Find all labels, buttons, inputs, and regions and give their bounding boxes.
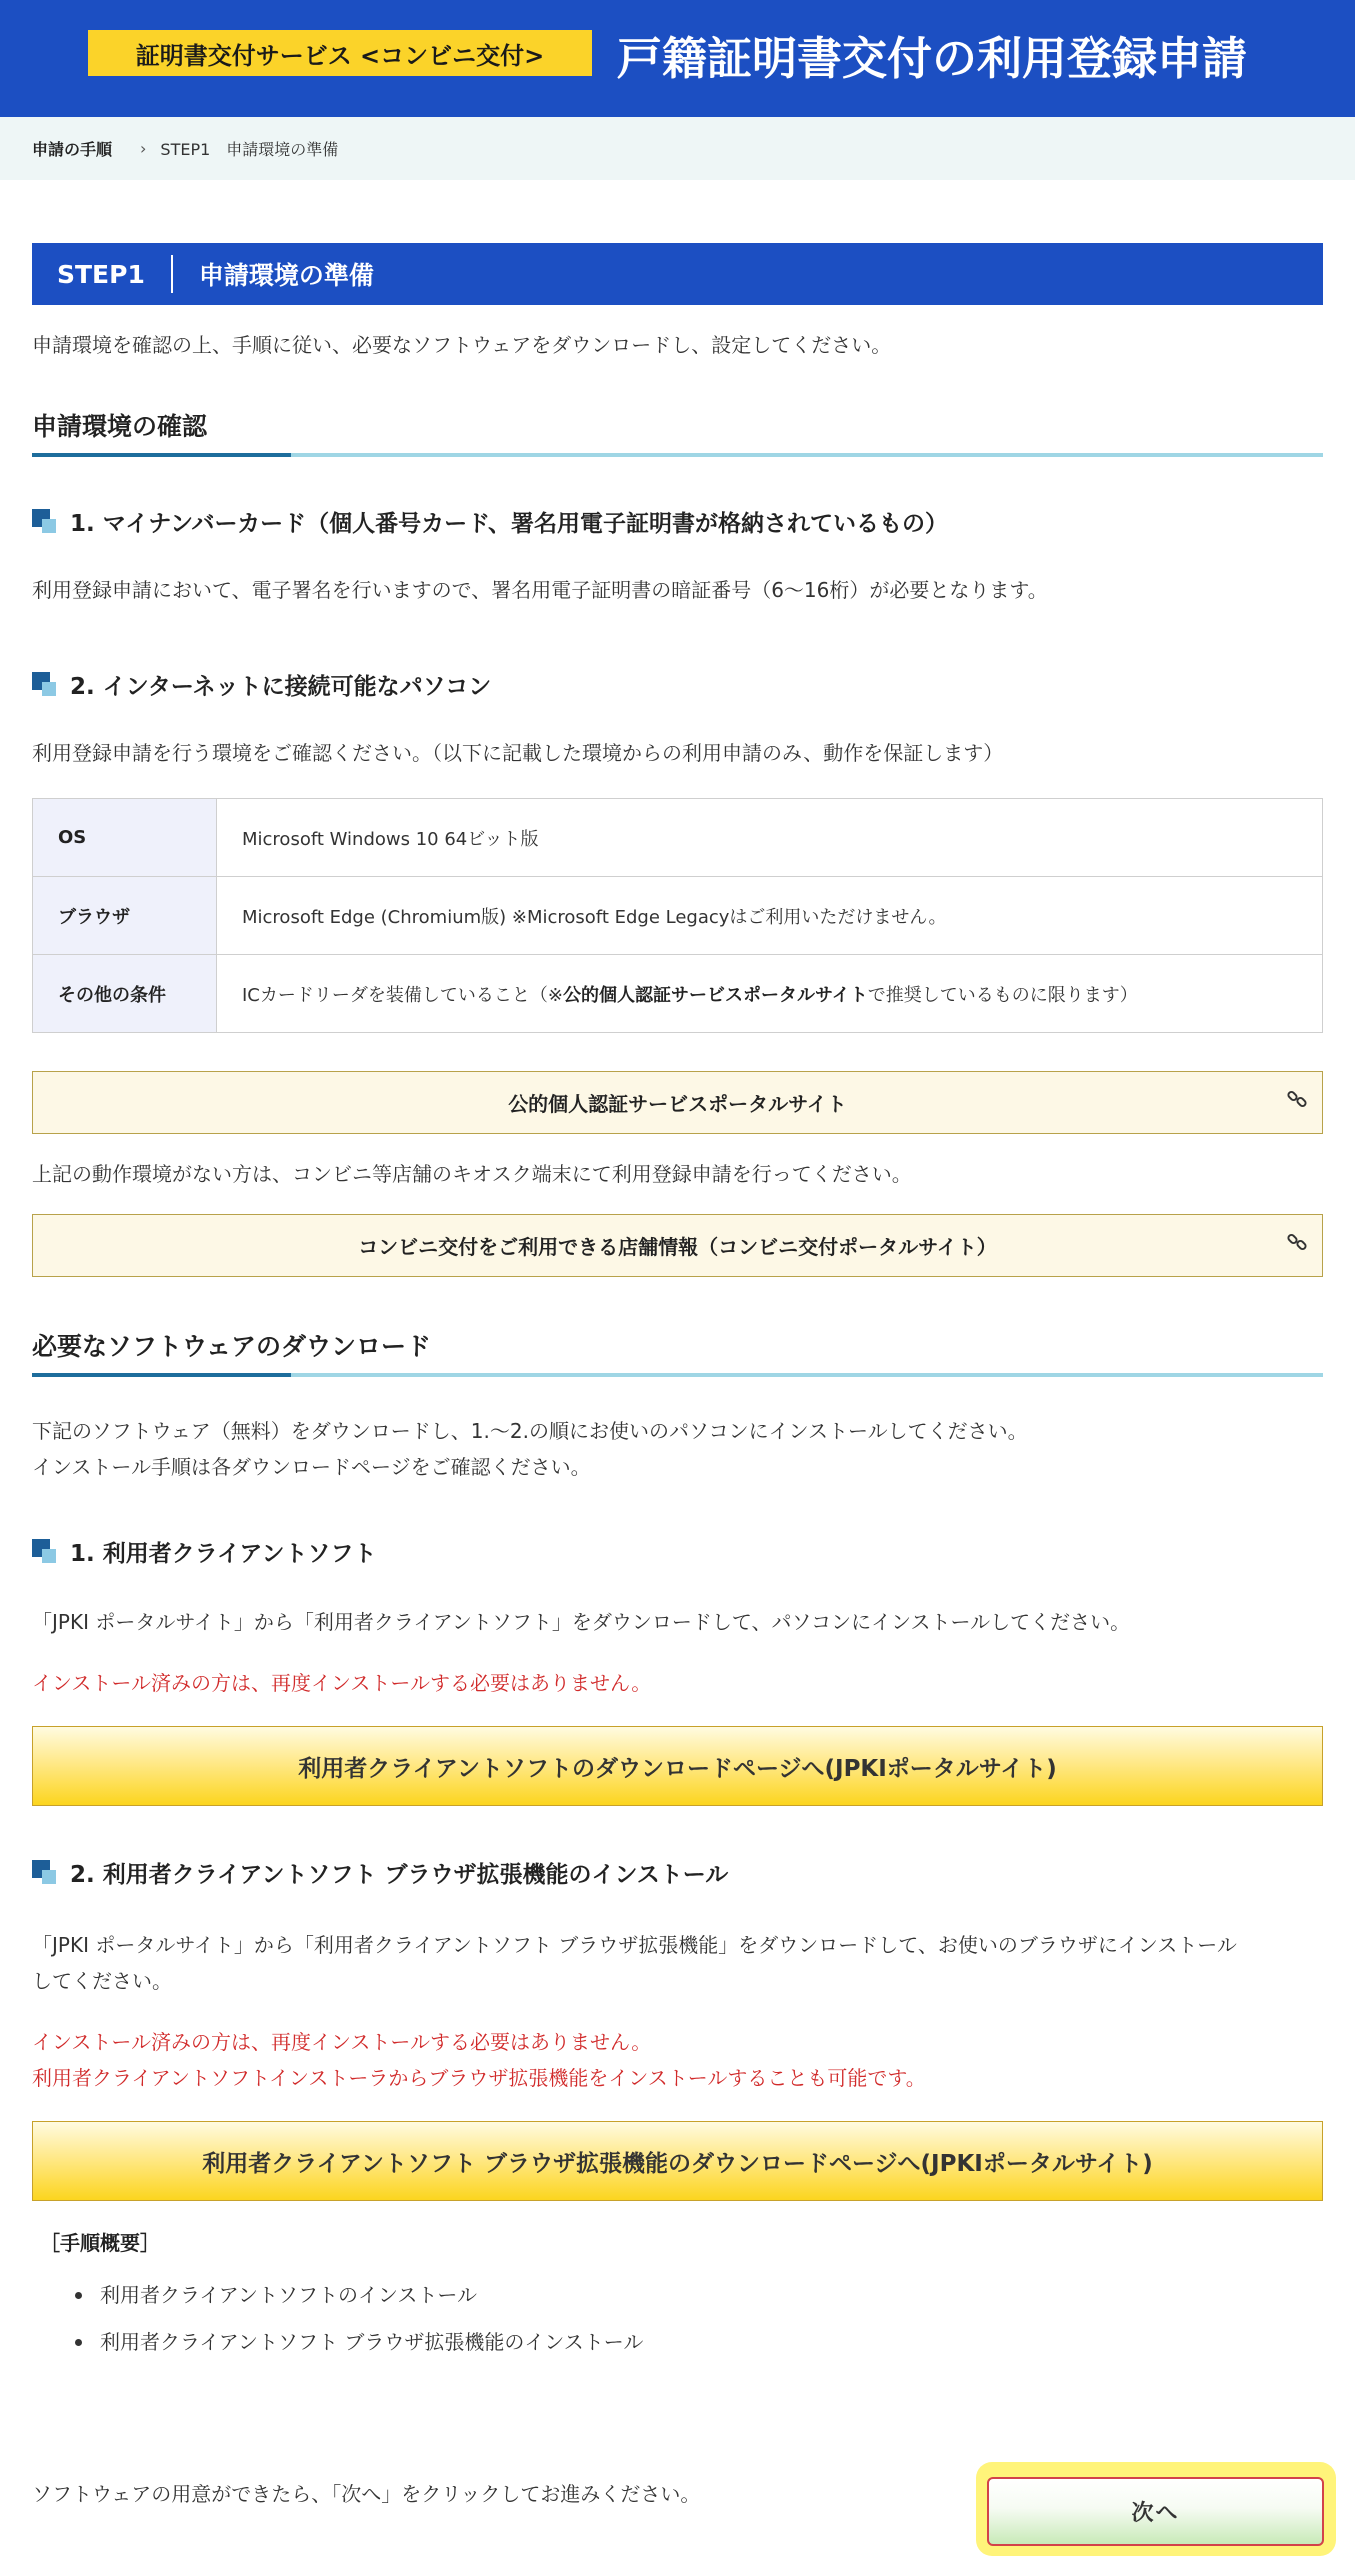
pc-env-text: 利用登録申請を行う環境をご確認ください。（以下に記載した環境からの利用申請のみ、動作を保証します） xyxy=(32,741,1004,765)
breadcrumb-current: STEP1 申請環境の準備 xyxy=(160,140,339,159)
table-row xyxy=(33,877,1323,955)
browser-extension-text-line2: してください。 xyxy=(32,1969,172,1993)
sub-heading-mynumber-card xyxy=(32,505,1323,538)
external-link-icon xyxy=(1286,1231,1308,1253)
breadcrumb xyxy=(0,117,1355,180)
square-bullet-icon xyxy=(32,509,58,535)
table-header-browser: ブラウザ xyxy=(33,877,217,955)
sub-heading-text: 1. マイナンバーカード（個人番号カード、署名用電子証明書が格納されているもの） xyxy=(70,511,948,537)
portal-site-link[interactable] xyxy=(32,1071,1323,1134)
step-number: STEP1 xyxy=(57,259,145,289)
section-heading-software: 必要なソフトウェアのダウンロード xyxy=(32,1327,1323,1377)
sub-heading-pc xyxy=(32,668,1323,701)
sub-heading-text: 1. 利用者クライアントソフト xyxy=(70,1541,377,1567)
breadcrumb-separator-icon: › xyxy=(140,139,147,158)
other-prefix: ICカードリーダを装備していること（※ xyxy=(242,984,563,1006)
list-item: 利用者クライアントソフト ブラウザ拡張機能のインストール xyxy=(32,2319,1323,2366)
step-title: 申請環境の準備 xyxy=(198,261,374,290)
service-badge: 証明書交付サービス <コンビニ交付> xyxy=(88,30,592,76)
table-value-browser: Microsoft Edge (Chromium版) ※Microsoft Edge Legacyはご利用いただけません。 xyxy=(217,877,1323,955)
table-value-os: Microsoft Windows 10 64ビット版 xyxy=(217,799,1323,877)
browser-extension-note1: インストール済みの方は、再度インストールする必要はありません。 xyxy=(32,2030,652,2054)
page-header xyxy=(0,0,1355,117)
client-software-text: 「JPKI ポータルサイト」から「利用者クライアントソフト」をダウンロードして、パソコンにインストールしてください。 xyxy=(32,1610,1131,1634)
other-portal-name: 公的個人認証サービスポータルサイト xyxy=(562,984,868,1006)
table-row xyxy=(33,955,1323,1033)
section-heading-environment: 申請環境の確認 xyxy=(32,407,1323,457)
page-title: 戸籍証明書交付の利用登録申請 xyxy=(617,32,1248,85)
procedure-summary-title: ［手順概要］ xyxy=(40,2231,160,2255)
store-info-link-label: コンビニ交付をご利用できる店舗情報（コンビニ交付ポータルサイト） xyxy=(358,1235,997,1259)
main-content xyxy=(0,243,1355,2506)
procedure-summary-list xyxy=(32,2272,1323,2366)
browser-extension-text-line1: 「JPKI ポータルサイト」から「利用者クライアントソフト ブラウザ拡張機能」をダウンロードして、お使いのブラウザにインストール xyxy=(32,1933,1237,1957)
browser-extension-download-button[interactable]: 利用者クライアントソフト ブラウザ拡張機能のダウンロードページへ(JPKIポータルサイト) xyxy=(32,2121,1323,2201)
other-suffix: で推奨しているものに限ります） xyxy=(867,984,1138,1006)
table-header-other: その他の条件 xyxy=(33,955,217,1033)
intro-text: 申請環境を確認の上、手順に従い、必要なソフトウェアをダウンロードし、設定してください。 xyxy=(32,333,892,357)
client-software-note: インストール済みの方は、再度インストールする必要はありません。 xyxy=(32,1671,652,1695)
footer-text: ソフトウェアの用意ができたら、「次へ」をクリックしてお進みください。 xyxy=(32,2482,701,2506)
table-value-other xyxy=(217,955,1323,1033)
software-intro-line2: インストール手順は各ダウンロードページをご確認ください。 xyxy=(32,1455,591,1479)
software-intro-line1: 下記のソフトウェア（無料）をダウンロードし、1.～2.の順にお使いのパソコンにインストールしてください。 xyxy=(32,1419,1028,1443)
step-divider xyxy=(171,255,173,293)
browser-extension-note2: 利用者クライアントソフトインストーラからブラウザ拡張機能をインストールすることも可能です。 xyxy=(32,2066,926,2090)
sub-heading-text: 2. 利用者クライアントソフト ブラウザ拡張機能のインストール xyxy=(70,1862,729,1888)
client-software-download-button[interactable]: 利用者クライアントソフトのダウンロードページへ(JPKIポータルサイト) xyxy=(32,1726,1323,1806)
square-bullet-icon xyxy=(32,672,58,698)
next-button[interactable]: 次へ xyxy=(987,2477,1324,2546)
sub-heading-text: 2. インターネットに接続可能なパソコン xyxy=(70,674,492,700)
square-bullet-icon xyxy=(32,1860,58,1886)
environment-table xyxy=(32,798,1323,1033)
store-info-link[interactable] xyxy=(32,1214,1323,1277)
step-bar xyxy=(32,243,1323,305)
sub-heading-client-software xyxy=(32,1535,1323,1568)
table-header-os: OS xyxy=(33,799,217,877)
list-item: 利用者クライアントソフトのインストール xyxy=(32,2272,1323,2319)
no-env-text: 上記の動作環境がない方は、コンビニ等店舗のキオスク端末にて利用登録申請を行ってください。 xyxy=(32,1162,912,1186)
portal-site-link-label: 公的個人認証サービスポータルサイト xyxy=(508,1092,847,1116)
sub-heading-browser-extension xyxy=(32,1856,1323,1889)
external-link-icon xyxy=(1286,1088,1308,1110)
square-bullet-icon xyxy=(32,1539,58,1565)
breadcrumb-link-procedure[interactable]: 申請の手順 xyxy=(32,140,113,159)
mynumber-card-text: 利用登録申請において、電子署名を行いますので、署名用電子証明書の暗証番号（6～16桁）が必要となります。 xyxy=(32,578,1048,602)
table-row xyxy=(33,799,1323,877)
next-button-highlight xyxy=(976,2462,1336,2556)
